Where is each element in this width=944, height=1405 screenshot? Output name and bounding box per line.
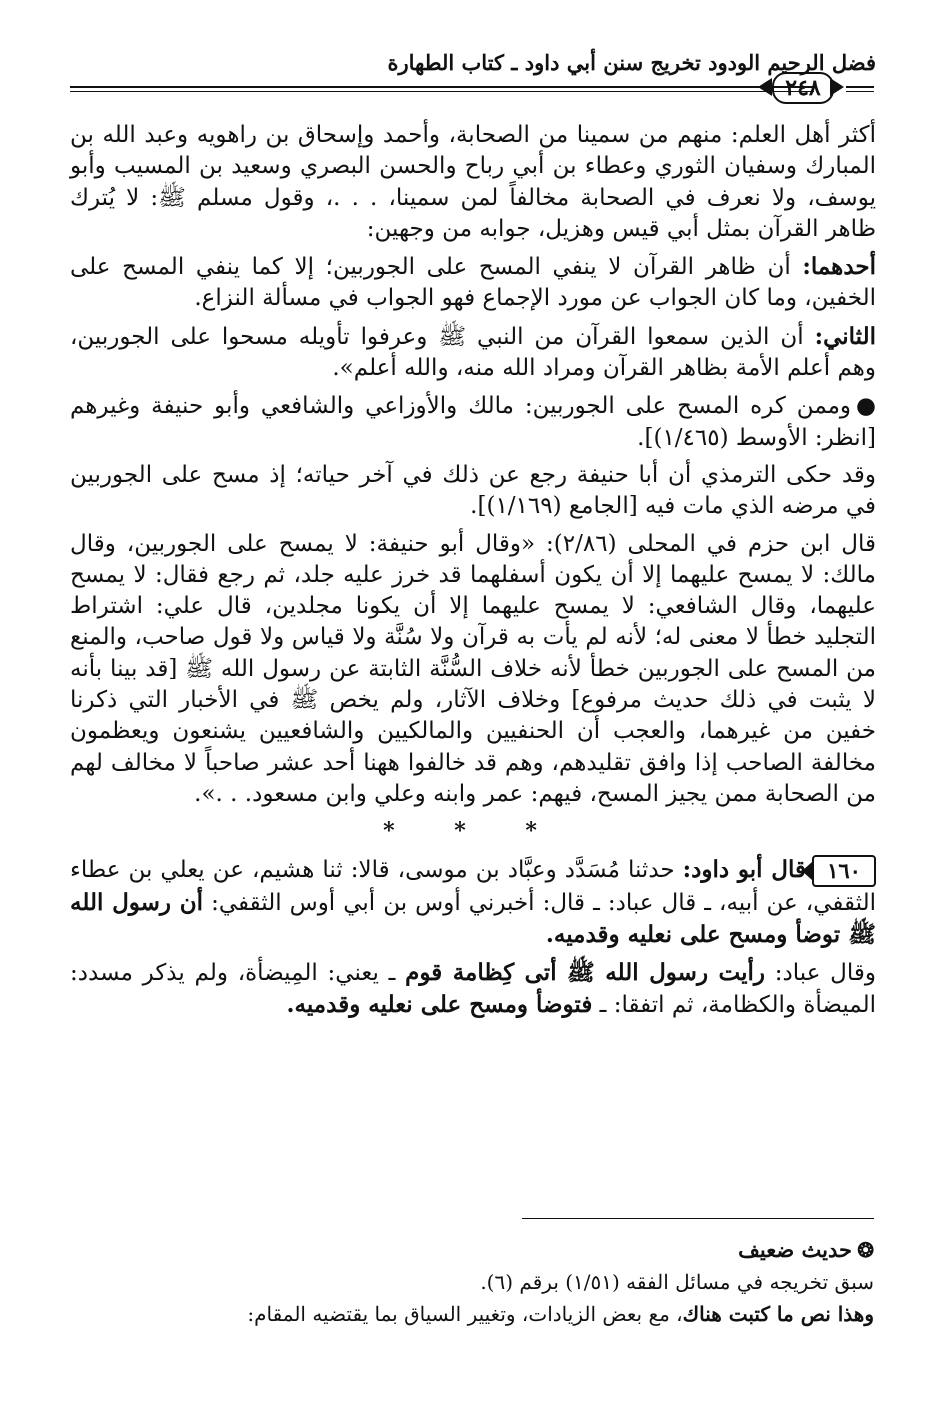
paragraph-7: [70, 854, 876, 952]
footnote: [68, 1234, 874, 1330]
badge-left-arrow-icon: [758, 78, 772, 96]
paragraph-8-d: فتوضأ ومسح على نعليه وقدميه.: [286, 991, 593, 1019]
page-number-badge: [758, 72, 844, 102]
paragraph-7-lead: قال أبو داود:: [682, 855, 806, 883]
footnote-rule: [522, 1218, 874, 1219]
paragraph-3-lead: الثاني:: [814, 322, 876, 350]
paragraph-2-text: أن ظاهر القرآن لا ينفي المسح على الجوربين؛ إلا كما ينفي المسح على الخفين، وما كان الجواب عن مورد الإجماع فهو الجواب في مسألة النزاع.: [70, 254, 876, 312]
main-text: [70, 120, 876, 1028]
paragraph-7-matn: أن رسول الله ﷺ توضأ ومسح على نعليه وقدميه.: [70, 888, 876, 948]
footnote-line-2-bold: وهذا نص ما كتبت هناك: [682, 1302, 874, 1326]
badge-right-arrow-icon: [830, 78, 844, 96]
paragraph-7-text: حدثنا مُسَدَّد وعبَّاد بن موسى، قالا: ثنا هشيم، عن يعلي بن عطاء الثقفي، عن أبيه، ـ قال عباد: ـ قال: أخبرني أوس بن أبي أوس الثقفي:: [70, 856, 876, 916]
paragraph-1: أكثر أهل العلم: منهم من سمينا من الصحابة، وأحمد وإسحاق بن راهويه وعبد الله بن المبارك وسفيان الثوري وعطاء بن أبي رباح والحسن البصري وسعيد بن المسيب وأبو يوسف، ولا نعرف في الصحابة مخالفاً لمن سمينا، . . .، وقول مسلم ﷺ: لا يُترك ظاهر القرآن بمثل أبي قيس وهزيل، جوابه من وجهين:: [70, 122, 876, 242]
paragraph-4: [70, 390, 876, 454]
paragraph-4-text: وممن كره المسح على الجوربين: مالك والأوزاعي والشافعي وأبو حنيفة وغيرهم [انظر: الأوسط (١/٤٦٥)].: [70, 393, 876, 451]
paragraph-8: [70, 957, 876, 1022]
paragraph-8-a: وقال عباد:: [765, 960, 876, 987]
paragraph-3-text: أن الذين سمعوا القرآن من النبي ﷺ وعرفوا تأويله مسحوا على الجوربين، وهم أعلم الأمة بظاهر القرآن ومراد الله منه، والله أعلم».: [70, 323, 876, 382]
footnote-marker-icon: ❂: [857, 1238, 874, 1262]
header-rule-left: [846, 86, 874, 88]
page-number: ٢٤٨: [772, 72, 834, 104]
paragraph-6: قال ابن حزم في المحلى (٢/٨٦): «وقال أبو حنيفة: لا يمسح على الجوربين، وقال مالك: لا يمسح عليهما إلا أن يكون أسفلهما قد خرز عليه جلد، ثم رجع فقال: لا يمسح عليهما، وقال الشافعي: لا يمسح عليهما إلا أن يكونا مجلدين، قال علي: اشتراط التجليد خطأ لا معنى له؛ لأنه لم يأت به قرآن ولا سُنَّة ولا قياس ولا قول صاحب، والمنع من المسح على الجوربين خطأ لأنه خلاف السُّنَّة الثابتة عن رسول الله ﷺ [قد بينا بأنه لا يثبت في ذلك حديث مرفوع] وخلاف الآثار، ولم يخص ﷺ في الأخبار التي ذكرنا خفين من غيرهما، والعجب أن الحنفيين والمالكيين والشافعيين يشنعون ويعظمون مخالفة الصاحب إذا وافق تقليدهم، وهم قد خالفوا ههنا أحد عشر صاحباً لا مخالف لهم من الصحابة ممن يجيز المسح، فيهم: عمر وابنه وعلي وابن مسعود. . .».: [70, 530, 877, 807]
running-title: فضل الرحيم الودود تخريج سنن أبي داود ـ كتاب الطهارة: [387, 50, 876, 75]
paragraph-2-lead: أحدهما:: [802, 253, 876, 281]
footnote-line-2: [68, 1298, 874, 1330]
header-rule: [70, 86, 756, 88]
footnote-heading: [68, 1234, 874, 1266]
footnote-line-2-rest: ، مع بعض الزيادات، وتغيير السياق بما يقتضيه المقام:: [247, 1302, 683, 1326]
paragraph-5: وقد حكى الترمذي أن أبا حنيفة رجع عن ذلك في آخر حياته؛ إذ مسح على الجوربين في مرضه الذي مات فيه [الجامع (١/١٦٩)].: [70, 461, 876, 520]
footnote-line-1: سبق تخريجه في مسائل الفقه (١/٥١) برقم (٦).: [480, 1270, 874, 1294]
section-separator: * * *: [383, 818, 563, 845]
hadith-number: ١٦٠: [812, 855, 876, 887]
paragraph-8-b: رأيت رسول الله ﷺ أتى كِظامة قوم: [405, 959, 765, 987]
paragraph-3: [70, 321, 876, 385]
footnote-title: حديث ضعيف: [738, 1237, 852, 1262]
running-header: [70, 48, 876, 78]
bullet-icon: ●: [855, 392, 876, 420]
paragraph-8-c: ـ يعني: المِيضأة، ولم يذكر مسدد: الميضأة والكظامة، ثم اتفقا: ـ: [70, 960, 876, 1019]
paragraph-2: [70, 251, 876, 315]
